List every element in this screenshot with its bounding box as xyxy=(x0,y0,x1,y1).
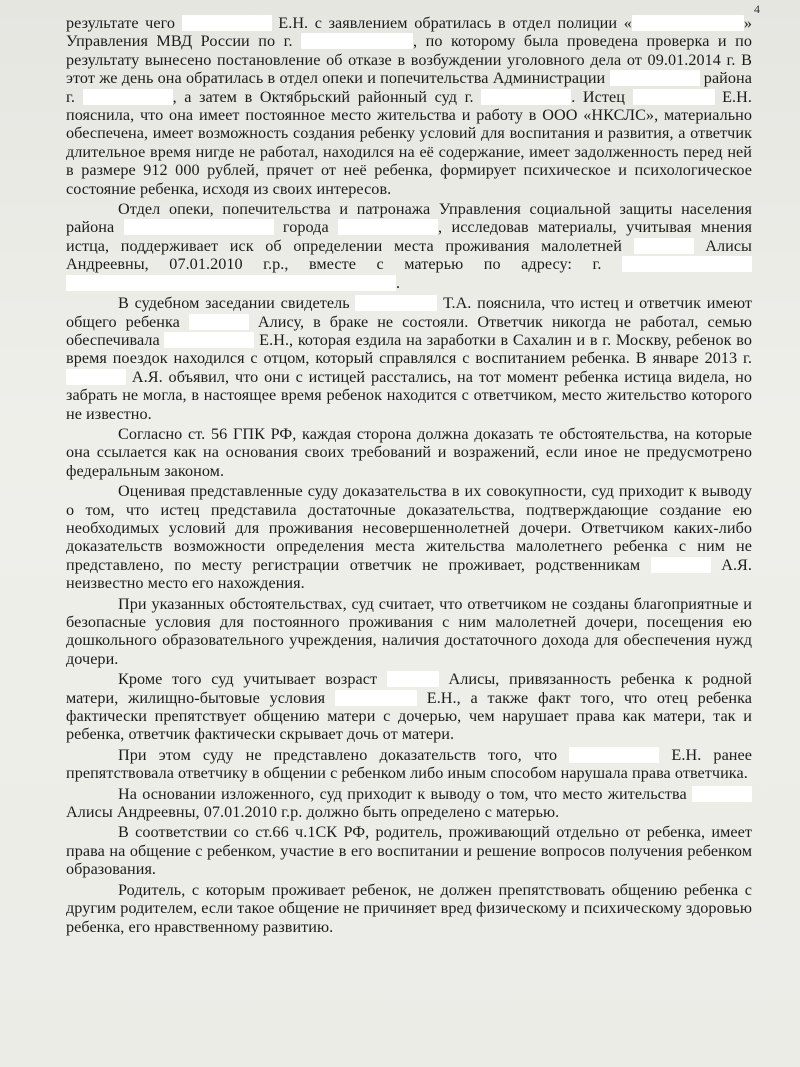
redaction-block xyxy=(189,314,249,330)
paragraph-4: Согласно ст. 56 ГПК РФ, каждая сторона должна доказать те обстоятельства, на которые она ссылается как на основания своих требований и возражений, если иное не предусмотрено федеральным законом. xyxy=(66,424,752,480)
page-number: 4 xyxy=(754,2,760,16)
redaction-block xyxy=(481,89,571,105)
redaction-block xyxy=(634,238,694,254)
redaction-block xyxy=(301,33,413,49)
paragraph-10: В соответствии со ст.66 ч.1СК РФ, родитель, проживающий отдельно от ребенка, имеет права на общение с ребенком, участие в его воспитании и решение вопросов получения ребенком образования. xyxy=(66,823,752,879)
redaction-block xyxy=(66,369,126,385)
paragraph-6: При указанных обстоятельствах, суд считает, что ответчиком не созданы благоприятные и безопасные условия для постоянного проживания с ним малолетней дочери, посещения ею дошкольного образовательного учреждения, наличия достаточного дохода для обеспечения нужд дочери. xyxy=(66,594,752,668)
redaction-block xyxy=(569,747,659,763)
redaction-block xyxy=(124,219,274,235)
paragraph-11: Родитель, с которым проживает ребенок, не должен препятствовать общению ребенка с другим родителем, если такое общение не причиняет вред физическому и психическому здоровью ребенка, его нравственному развитию. xyxy=(66,880,752,936)
redaction-block xyxy=(633,89,715,105)
redaction-block xyxy=(164,332,254,348)
redaction-block xyxy=(335,690,417,706)
redaction-block xyxy=(182,15,272,31)
redaction-block xyxy=(83,89,173,105)
redaction-block xyxy=(610,70,700,86)
redaction-block xyxy=(355,295,437,311)
paragraph-7: Кроме того суд учитывает возраст Алисы, привязанность ребенка к родной матери, жилищно-бытовые условия Е.Н., а также факт того, что отец ребенка фактически препятствует общению матери с дочерью, чем нарушает права как матери, так и ребенка, ответчик фактически скрывает дочь от матери. xyxy=(66,670,752,744)
paragraph-8: При этом суду не представлено доказательств того, что Е.Н. ранее препятствовала ответчику в общении с ребенком либо иным способом нарушала права ответчика. xyxy=(66,745,752,783)
redaction-block xyxy=(622,256,752,272)
paragraph-1: результате чего Е.Н. с заявлением обратилась в отдел полиции « » Управления МВД России по г. , по которому была проведена проверка и по результату вынесено постановление об отказе в возбуждении уголовного дела от 09.01.2014 г. В этот же день она обратилась в отдел опеки и попечительства Администрации района г. , а затем в Октябрьский районный суд г. . Истец Е.Н. пояснила, что она имеет постоянное место жительства и работу в ООО «НКСЛС», материально обеспечена, имеет возможность создания ребенку условий для воспитания и развития, а ответчик длительное время нигде не работал, находился на её содержание, имеет задолженность перед ней в размере 912 000 рублей, прячет от неё ребенка, формирует психическое и психологическое состояние ребенка, исходя из своих интересов. xyxy=(66,14,752,198)
paragraph-9: На основании изложенного, суд приходит к выводу о том, что место жительства Алисы Андреевны, 07.01.2010 г.р. должно быть определено с матерью. xyxy=(66,785,752,822)
redaction-block xyxy=(692,786,752,802)
paragraph-2: Отдел опеки, попечительства и патронажа Управления социальной защиты населения района города , исследовав материалы, учитывая мнения истца, поддерживает иск об определении места проживания малолетней Алисы Андреевны, 07.01.2010 г.р., вместе с матерью по адресу: г. . xyxy=(66,200,752,292)
redaction-block xyxy=(632,15,744,31)
redaction-block xyxy=(66,275,396,291)
paragraph-5: Оценивая представленные суду доказательства в их совокупности, суд приходит к выводу о том, что истец представила достаточные доказательства, подтверждающие создание ею необходимых условий для проживания несовершеннолетней дочери. Ответчиком каких-либо доказательств возможности определения места жительства малолетнего ребенка с ним не представлено, по месту регистрации ответчик не проживает, родственникам А.Я. неизвестно место его нахождения. xyxy=(66,482,752,593)
redaction-block xyxy=(338,219,438,235)
redaction-block xyxy=(387,671,439,687)
paragraph-3: В судебном заседании свидетель Т.А. пояснила, что истец и ответчик имеют общего ребенка Алису, в браке не состояли. Ответчик никогда не работал, семью обеспечивала Е.Н., которая ездила на заработки в Сахалин и в г. Москву, ребенок во время поездок находился с отцом, который справлялся с воспитанием ребенка. В январе 2013 г. А.Я. объявил, что они с истицей расстались, на тот момент ребенка истица видела, но забрать не могла, в настоящее время ребенок находится с ответчиком, место жительство которого не известно. xyxy=(66,294,752,423)
redaction-block xyxy=(651,557,711,573)
